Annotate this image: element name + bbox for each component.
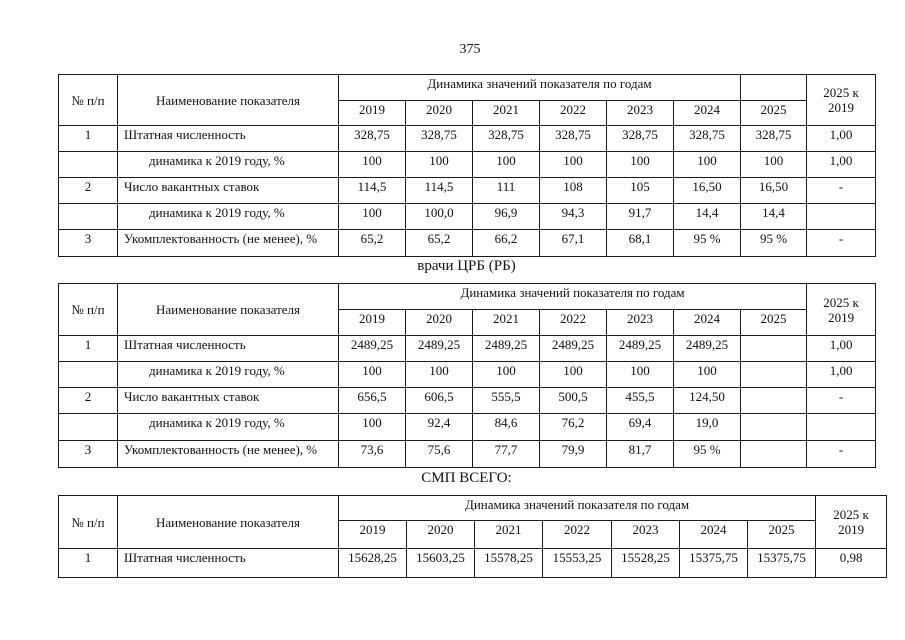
column-header-year: 2021 [473,310,540,336]
row-number: 1 [59,126,118,152]
column-header-year: 2022 [543,521,612,549]
indicator-name: Штатная численность [118,549,339,578]
value-cell: 67,1 [540,230,607,257]
column-header-dynamics: Динамика значений показателя по годам [339,75,741,101]
value-cell: 100 [741,152,807,178]
indicator-name: динамика к 2019 году, % [118,204,339,230]
row-number [59,414,118,441]
table-header [59,284,876,336]
value-cell: 75,6 [406,441,473,468]
value-cell: 14,4 [741,204,807,230]
value-cell: 96,9 [473,204,540,230]
table-body [59,336,876,468]
column-header-indicator: Наименование показателя [118,284,339,336]
column-header-year: 2019 [339,310,406,336]
ratio-cell: 1,00 [807,126,876,152]
column-header-year: 2021 [475,521,543,549]
value-cell: 15603,25 [407,549,475,578]
column-header-year: 2020 [406,101,473,126]
table-row [59,414,876,441]
table-row [59,230,876,257]
column-header-dynamics: Динамика значений показателя по годам [339,284,807,310]
value-cell [741,362,807,388]
value-cell: 100 [540,152,607,178]
indicator-name: динамика к 2019 году, % [118,152,339,178]
column-header-year: 2025 [748,521,816,549]
table-body [59,126,876,257]
value-cell: 15578,25 [475,549,543,578]
indicator-name: Штатная численность [118,126,339,152]
value-cell: 94,3 [540,204,607,230]
column-header-year: 2023 [612,521,680,549]
value-cell: 111 [473,178,540,204]
ratio-cell [807,204,876,230]
row-number [59,362,118,388]
value-cell: 100 [473,362,540,388]
value-cell: 100 [339,152,406,178]
ratio-cell: 1,00 [807,362,876,388]
table-header [59,75,876,126]
value-cell: 2489,25 [540,336,607,362]
ratio-cell: 0,98 [816,549,887,578]
section-title-crb-doctors: врачи ЦРБ (РБ) [417,258,516,274]
row-number: 3 [59,230,118,257]
indicator-name: Число вакантных ставок [118,388,339,414]
value-cell: 100 [607,362,674,388]
column-header-indicator: Наименование показателя [118,75,339,126]
value-cell: 95 % [674,230,741,257]
value-cell: 2489,25 [674,336,741,362]
value-cell: 66,2 [473,230,540,257]
indicator-name: Укомплектованность (не менее), % [118,441,339,468]
column-header-year: 2023 [607,101,674,126]
value-cell: 100 [406,362,473,388]
value-cell: 16,50 [674,178,741,204]
column-header-year: 2019 [339,521,407,549]
column-header-year: 2021 [473,101,540,126]
value-cell: 328,75 [339,126,406,152]
table-row [59,204,876,230]
table-row [59,126,876,152]
row-number [59,204,118,230]
value-cell: 100 [339,204,406,230]
row-number: 1 [59,549,118,578]
value-cell: 2489,25 [339,336,406,362]
value-cell: 68,1 [607,230,674,257]
staffing-table-1 [58,74,876,257]
row-number: 2 [59,388,118,414]
ratio-cell [807,414,876,441]
value-cell: 2489,25 [473,336,540,362]
table-row [59,441,876,468]
section-title-smp-total: СМП ВСЕГО: [421,470,512,486]
value-cell: 19,0 [674,414,741,441]
value-cell: 328,75 [540,126,607,152]
value-cell: 73,6 [339,441,406,468]
value-cell: 100 [540,362,607,388]
indicator-name: динамика к 2019 году, % [118,362,339,388]
value-cell: 2489,25 [607,336,674,362]
value-cell: 79,9 [540,441,607,468]
row-number: 2 [59,178,118,204]
column-header-ratio: 2025 к 2019 [807,284,876,336]
value-cell: 606,5 [406,388,473,414]
column-header-indicator: Наименование показателя [118,496,339,549]
column-header-year: 2022 [540,101,607,126]
table-row [59,152,876,178]
ratio-cell: - [807,441,876,468]
indicator-name: Укомплектованность (не менее), % [118,230,339,257]
table-body [59,549,887,578]
indicator-name: Штатная численность [118,336,339,362]
table-row [59,336,876,362]
value-cell: 81,7 [607,441,674,468]
value-cell: 100 [339,362,406,388]
table-header [59,496,887,549]
value-cell: 455,5 [607,388,674,414]
value-cell: 100 [674,362,741,388]
value-cell: 16,50 [741,178,807,204]
row-number: 3 [59,441,118,468]
value-cell: 15528,25 [612,549,680,578]
indicator-name: Число вакантных ставок [118,178,339,204]
header-row [59,75,876,101]
column-header-number: № п/п [59,496,118,549]
value-cell: 328,75 [741,126,807,152]
value-cell: 15375,75 [680,549,748,578]
ratio-cell: - [807,230,876,257]
column-header-year: 2022 [540,310,607,336]
column-header-ratio: 2025 к 2019 [816,496,887,549]
ratio-cell: - [807,178,876,204]
staffing-table-smp-total [58,495,887,578]
column-header-year: 2024 [680,521,748,549]
value-cell [741,336,807,362]
row-number [59,152,118,178]
value-cell: 69,4 [607,414,674,441]
value-cell: 500,5 [540,388,607,414]
value-cell: 656,5 [339,388,406,414]
value-cell: 14,4 [674,204,741,230]
value-cell: 76,2 [540,414,607,441]
value-cell [741,414,807,441]
value-cell: 77,7 [473,441,540,468]
header-row [59,284,876,310]
value-cell: 105 [607,178,674,204]
table-row [59,178,876,204]
value-cell: 100,0 [406,204,473,230]
value-cell: 92,4 [406,414,473,441]
value-cell [741,388,807,414]
column-header-year: 2025 [741,101,807,126]
column-header-dynamics: Динамика значений показателя по годам [339,496,816,521]
staffing-table-crb-doctors [58,283,876,468]
column-header-year: 2023 [607,310,674,336]
column-header-year: 2020 [406,310,473,336]
value-cell: 84,6 [473,414,540,441]
value-cell: 65,2 [339,230,406,257]
header-row [59,496,887,521]
column-header-number: № п/п [59,284,118,336]
value-cell: 100 [607,152,674,178]
value-cell: 100 [339,414,406,441]
indicator-name: динамика к 2019 году, % [118,414,339,441]
value-cell: 100 [406,152,473,178]
value-cell: 100 [473,152,540,178]
value-cell: 555,5 [473,388,540,414]
value-cell: 95 % [674,441,741,468]
value-cell: 100 [674,152,741,178]
value-cell: 2489,25 [406,336,473,362]
value-cell: 114,5 [339,178,406,204]
value-cell: 108 [540,178,607,204]
value-cell: 15628,25 [339,549,407,578]
column-header-number: № п/п [59,75,118,126]
column-header-year: 2025 [741,310,807,336]
value-cell [741,441,807,468]
column-header-year: 2024 [674,310,741,336]
row-number: 1 [59,336,118,362]
column-header-ratio: 2025 к 2019 [807,75,876,126]
value-cell: 95 % [741,230,807,257]
value-cell: 15375,75 [748,549,816,578]
value-cell: 328,75 [674,126,741,152]
value-cell: 328,75 [607,126,674,152]
page-number: 375 [459,42,481,57]
value-cell: 124,50 [674,388,741,414]
ratio-cell: 1,00 [807,152,876,178]
column-header-blank [741,75,807,101]
table-row [59,549,887,578]
table-row [59,362,876,388]
column-header-year: 2020 [407,521,475,549]
column-header-year: 2024 [674,101,741,126]
table-row [59,388,876,414]
ratio-cell: - [807,388,876,414]
value-cell: 15553,25 [543,549,612,578]
ratio-cell: 1,00 [807,336,876,362]
column-header-year: 2019 [339,101,406,126]
value-cell: 65,2 [406,230,473,257]
value-cell: 114,5 [406,178,473,204]
value-cell: 328,75 [473,126,540,152]
value-cell: 328,75 [406,126,473,152]
value-cell: 91,7 [607,204,674,230]
